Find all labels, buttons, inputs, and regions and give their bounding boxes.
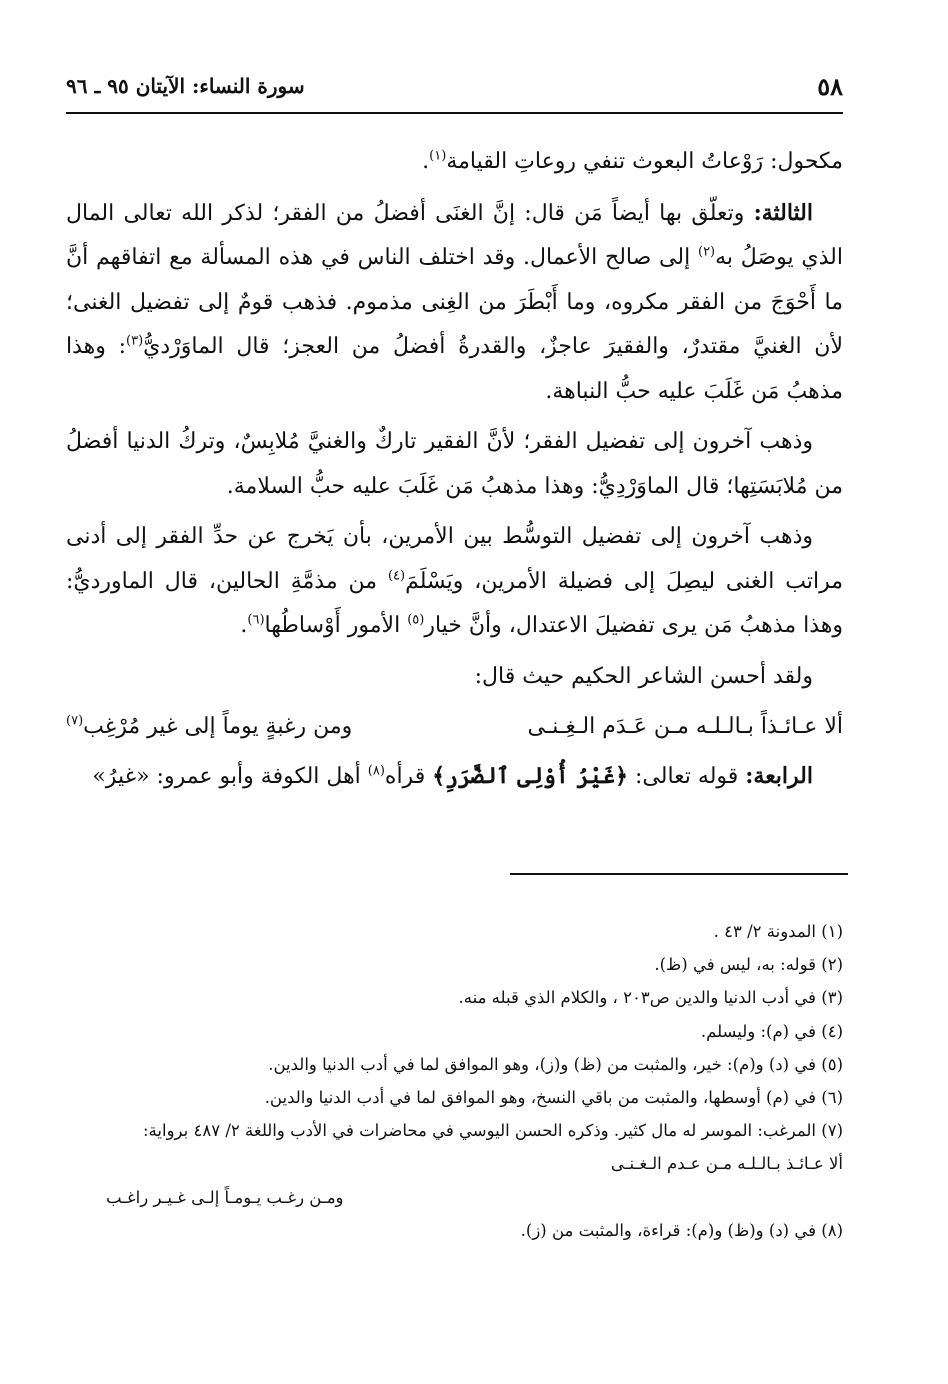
- footnote-ref[interactable]: (٣): [126, 333, 144, 349]
- footnote: (٧) المرغب: الموسر له مال كثير. وذكره الحسن اليوسي في محاضرات في الأدب واللغة ٢/ ٤٨٧ برواية:: [142, 1121, 843, 1141]
- footnote-ref[interactable]: (٨): [367, 763, 385, 779]
- footnote: (٣) في أدب الدنيا والدين ص٢٠٣ ، والكلام الذي قبله منه.: [458, 988, 843, 1008]
- paragraph-text: وتعلّق بها أيضاً مَن قال: إنَّ الغنَى أفضلُ من الفقر؛ لذكر الله تعالى المال الذي يوصَلُ به: [66, 200, 843, 270]
- paragraph-text: وذهب آخرون إلى تفضيل التوسُّط بين الأمرين، بأن يَخرج عن حدِّ الفقر إلى أدنى مراتب الغنى ليصِلَ إلى فضيلة الأمرين، ويَسْلَمَ: [66, 524, 843, 594]
- paragraph-text: أهل الكوفة وأبو عمرو: «غيرُ»: [92, 763, 368, 789]
- running-title: سورة النساء: الآيتان ٩٥ ـ ٩٦: [66, 74, 305, 98]
- paragraph: [66, 754, 843, 800]
- footnote: (٥) في (د) و(م): خير، والمثبت من (ظ) و(ز)، وهو الموافق لما في أدب الدنيا والدين.: [268, 1054, 843, 1074]
- section-lead: الرابعة:: [745, 762, 813, 789]
- running-header: [66, 72, 843, 108]
- footnote-ref[interactable]: (٦): [247, 612, 265, 628]
- footnote-ref[interactable]: (١): [429, 148, 447, 164]
- verse-second-hemistich: ومن رغبةٍ يوماً إلى غير مُرْغِب: [83, 714, 353, 739]
- paragraph-text: من مذمَّةِ الحالين، قال الماورديُّ: وهذا مذهبُ مَن يرى تفضيلَ الاعتدال، وأنَّ خيار: [66, 568, 843, 638]
- paragraph-text: وذهب آخرون إلى تفضيل الفقر؛ لأنَّ الفقير تاركٌ والغنيَّ مُلابِسٌ، وتركُ الدنيا أفضلُ من مُلابَسَتِها؛ قال الماوَرْدِيُّ: وهذا مذهبُ مَن غَلَبَ عليه حبُّ السلامة.: [66, 429, 843, 499]
- main-text: [66, 140, 843, 805]
- verse-first-hemistich: ألا عـائـذاً بـالـلـه مـن عَـدَم الـغِـنـى: [527, 714, 843, 739]
- paragraph: [66, 191, 843, 415]
- footnotes: [66, 915, 843, 1247]
- footnote-ref[interactable]: (٧): [66, 713, 84, 729]
- header-rule: [66, 112, 843, 114]
- verse-second-hemistich-wrap: [66, 705, 352, 750]
- footnote: (٨) في (د) و(ظ) و(م): قراءة، والمثبت من (ز).: [520, 1220, 843, 1240]
- footnote: (٢) قوله: به، ليس في (ظ).: [654, 955, 843, 975]
- paragraph-text: إلى صالح الأعمال. وقد اختلف الناس في هذه المسألة مع اتفاقهم أنَّ ما أَحْوَجَ من الفقر مكروه، وما أَبْطَرَ من الغِنى مذموم. فذهب قومٌ إلى تفضيل الغنى؛ لأن الغنيَّ مقتدرٌ، والفقيرَ عاجزٌ، والقدرةُ أفضلُ من العجز؛ قال الماوَرْديُّ: [66, 245, 843, 359]
- section-lead: الثالثة:: [753, 199, 813, 226]
- footnote: (١) المدونة ٢/ ٤٣ .: [713, 922, 843, 941]
- paragraph-text: قوله تعالى:: [628, 763, 746, 789]
- footnote-separator: [510, 873, 848, 875]
- paragraph: [66, 140, 843, 185]
- page-number: ٥٨: [817, 72, 843, 101]
- paragraph-text: .: [422, 149, 430, 174]
- paragraph-text: قرأه: [384, 763, 433, 789]
- footnote-ref[interactable]: (٢): [697, 244, 716, 260]
- footnote: (٦) في (م) أوسطها، والمثبت من باقي النسخ، وهو الموافق لما في أدب الدنيا والدين.: [264, 1088, 843, 1108]
- footnote-verse-second-hemistich: ومـن رغـب يـومـاً إلـى غـيـر راغـب: [106, 1187, 344, 1207]
- footnote-ref[interactable]: (٤): [387, 568, 406, 584]
- paragraph-text: .: [240, 613, 248, 638]
- footnote-verse-second-row: [66, 1181, 843, 1214]
- paragraph: [66, 420, 843, 509]
- paragraph-text: مكحول: رَوْعاتُ البعوث تنفي روعاتِ القيامة: [446, 149, 843, 174]
- footnote-ref[interactable]: (٥): [407, 612, 425, 628]
- paragraph: [66, 655, 843, 700]
- footnote-verse-first-row: [66, 1147, 843, 1180]
- paragraph-text: ولقد أحسن الشاعر الحكيم حيث قال:: [474, 663, 813, 689]
- poem-verse: [66, 705, 843, 750]
- paragraph-text: الأمور أَوْساطُها: [264, 613, 408, 638]
- paragraph-text: : وهذا مذهبُ مَن غَلَبَ عليه حبُّ النباهة.: [66, 334, 843, 404]
- quran-quote: ﴿غَيْرُ أُوْلِى ٱلضَّرَرِ﴾: [432, 762, 629, 789]
- footnote-verse-first-hemistich: ألا عـائـذ بـالـلـه مـن عـدم الـغـنـى: [610, 1154, 843, 1174]
- footnote: (٤) في (م): وليسلم.: [700, 1021, 843, 1041]
- paragraph: [66, 515, 843, 649]
